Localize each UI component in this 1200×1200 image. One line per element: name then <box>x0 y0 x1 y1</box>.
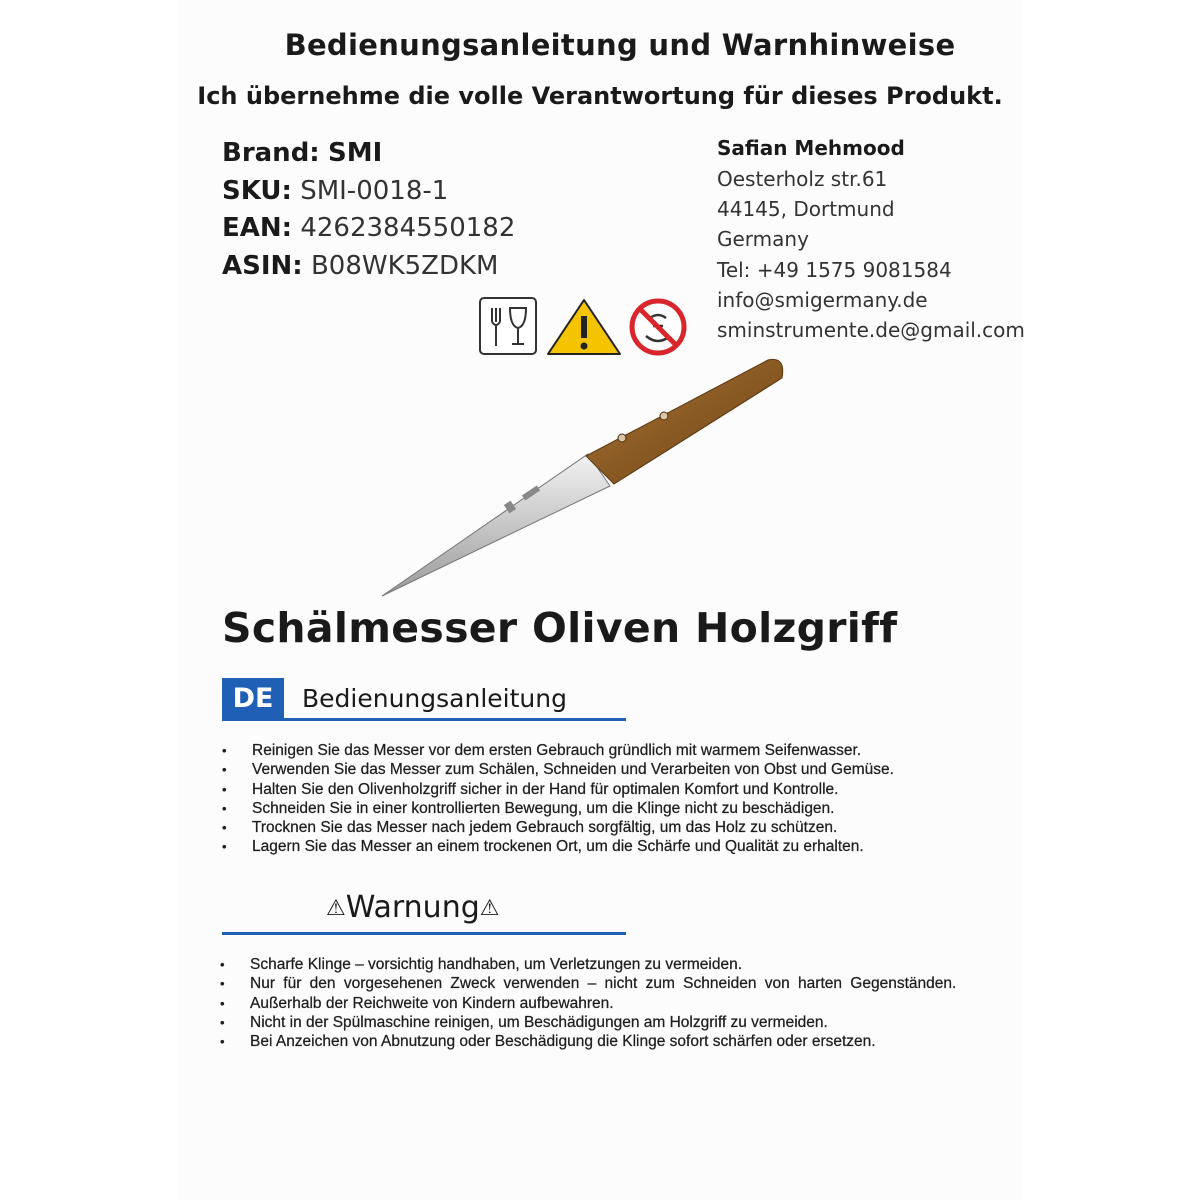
list-item: • Nicht in der Spülmaschine reinigen, um Beschädigungen am Holzgriff zu vermeiden. <box>220 1013 1000 1032</box>
asin-label: ASIN: <box>222 251 303 281</box>
ean-value: 4262384550182 <box>300 213 516 243</box>
address-city: 44145, Dortmund <box>717 197 895 221</box>
instructions-underline <box>222 718 626 721</box>
list-item: • Verwenden Sie das Messer zum Schälen, Schneiden und Verarbeiten von Obst und Gemüse. <box>222 760 1012 779</box>
warning-icon <box>548 300 620 354</box>
warning-underline <box>222 932 626 935</box>
address-phone: Tel: +49 1575 9081584 <box>717 258 952 282</box>
brand-line <box>222 138 382 168</box>
address-country: Germany <box>717 227 809 251</box>
ean-line <box>222 213 515 243</box>
list-item: • Scharfe Klinge – vorsichtig handhaben, um Verletzungen zu vermeiden. <box>220 955 1000 974</box>
no-dishwasher-icon <box>632 301 684 353</box>
knife-handle <box>586 359 783 484</box>
warning-triangle-icon: ⚠ <box>479 896 500 921</box>
list-item: • Trocknen Sie das Messer nach jedem Gebrauch sorgfältig, um das Holz zu schützen. <box>222 818 1012 837</box>
brand-value: SMI <box>327 138 383 168</box>
sku-label: SKU: <box>222 176 292 206</box>
responsibility-statement: Ich übernehme die volle Verantwortung für dieses Produkt. <box>197 82 1003 110</box>
manufacturer-name: Safian Mehmood <box>717 136 905 160</box>
brand-label: Brand: <box>222 138 320 168</box>
list-item: • Reinigen Sie das Messer vor dem ersten Gebrauch gründlich mit warmem Seifenwasser. <box>222 741 1012 760</box>
list-item: • Halten Sie den Olivenholzgriff sicher in der Hand für optimalen Komfort und Kontrolle. <box>222 780 1012 799</box>
sku-value: SMI-0018-1 <box>300 176 449 206</box>
list-item: • Bei Anzeichen von Abnutzung oder Beschädigung die Klinge sofort schärfen oder ersetzen. <box>220 1032 1000 1051</box>
address-email-primary: info@smigermany.de <box>717 288 928 312</box>
language-badge: DE <box>222 678 284 720</box>
instructions-heading: Bedienungsanleitung <box>302 684 567 713</box>
instructions-list <box>222 741 1012 857</box>
document-title: Bedienungsanleitung und Warnhinweise <box>284 28 956 62</box>
product-name: Schälmesser Oliven Holzgriff <box>222 604 898 652</box>
food-safe-icon <box>480 298 536 354</box>
warning-list <box>220 955 1000 1051</box>
list-item: • Lagern Sie das Messer an einem trockenen Ort, um die Schärfe und Qualität zu erhalten. <box>222 837 1012 856</box>
sku-line <box>222 176 448 206</box>
address-email-secondary: sminstrumente.de@gmail.com <box>717 318 1025 342</box>
list-item: • Außerhalb der Reichweite von Kindern aufbewahren. <box>220 994 1000 1013</box>
warning-heading-row <box>326 890 500 925</box>
list-item: • Nur für den vorgesehenen Zweck verwenden – nicht zum Schneiden von harten Gegenständen. <box>220 974 1000 993</box>
asin-line <box>222 251 499 281</box>
asin-value: B08WK5ZDKM <box>310 251 499 281</box>
ean-label: EAN: <box>222 213 293 243</box>
knife-illustration <box>378 352 790 600</box>
warning-triangle-icon: ⚠ <box>326 896 346 921</box>
safety-symbols <box>478 296 698 358</box>
list-item: • Schneiden Sie in einer kontrollierten Bewegung, um die Klinge nicht zu beschädigen. <box>222 799 1012 818</box>
warning-heading: Warnung <box>345 890 480 925</box>
address-street: Oesterholz str.61 <box>717 167 888 191</box>
knife-blade <box>382 454 610 596</box>
